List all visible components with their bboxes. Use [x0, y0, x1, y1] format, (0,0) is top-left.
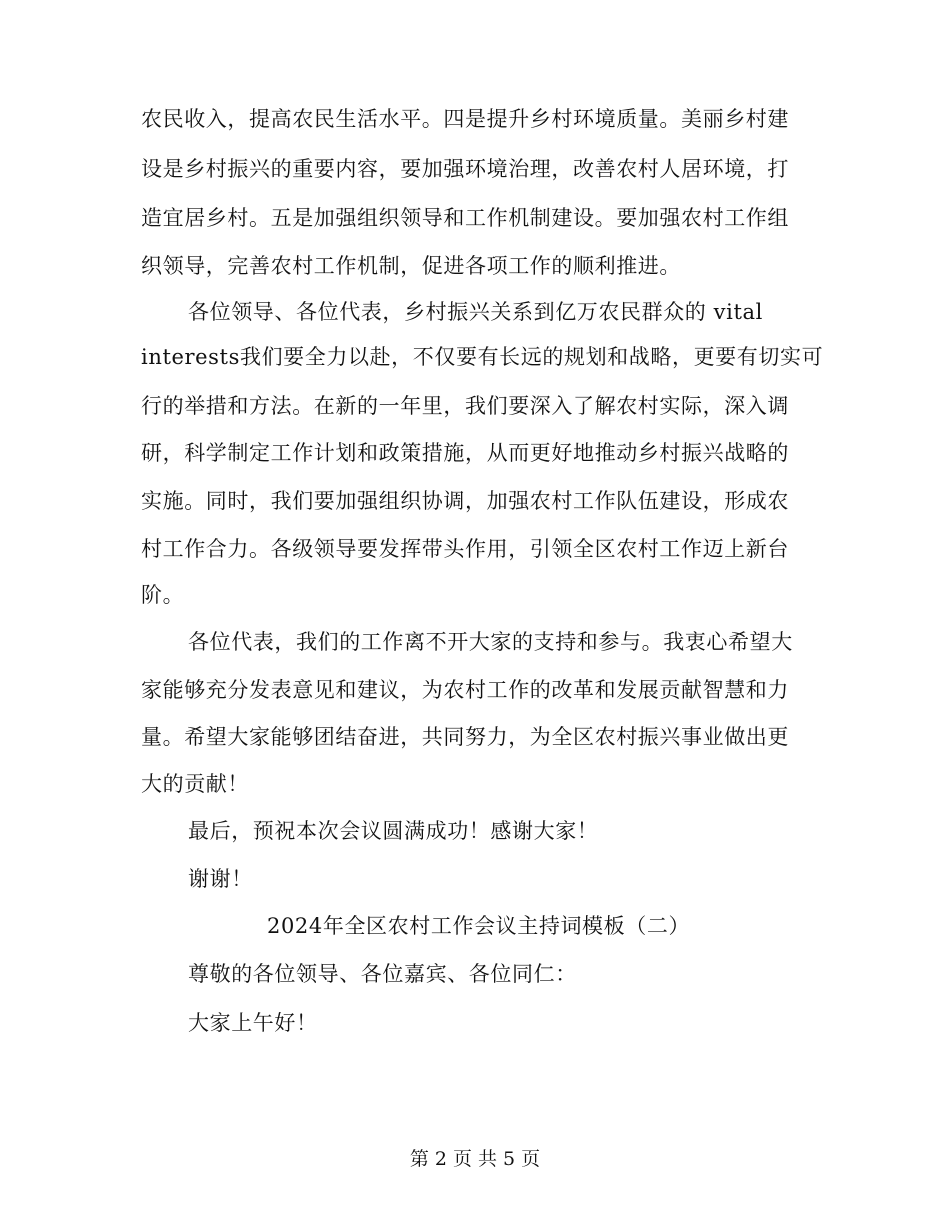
paragraph-line: 造宜居乡村。五是加强组织领导和工作机制建设。要加强农村工作组	[141, 206, 789, 230]
paragraph-line: 大的贡献！	[141, 772, 249, 796]
paragraph-line: 织领导，完善农村工作机制，促进各项工作的顺利推进。	[141, 254, 681, 278]
section-title: 2024年全区农村工作会议主持词模板（二）	[267, 914, 691, 938]
closing-line: 最后，预祝本次会议圆满成功！感谢大家！	[188, 819, 599, 843]
greeting-line: 大家上午好！	[188, 1011, 318, 1035]
paragraph-line: 阶。	[141, 583, 185, 607]
paragraph-line: 实施。同时，我们要加强组织协调，加强农村工作队伍建设，形成农	[141, 489, 789, 513]
paragraph-line: 设是乡村振兴的重要内容，要加强环境治理，改善农村人居环境，打	[141, 157, 789, 181]
paragraph-line: 研，科学制定工作计划和政策措施，从而更好地推动乡村振兴战略的	[141, 441, 789, 465]
paragraph-line: 农民收入，提高农民生活水平。四是提升乡村环境质量。美丽乡村建	[141, 107, 789, 131]
salutation-line: 尊敬的各位领导、各位嘉宾、各位同仁：	[188, 962, 577, 986]
page-number-footer: 第 2 页 共 5 页	[409, 1148, 541, 1170]
paragraph-line: interests我们要全力以赴，不仅要有长远的规划和战略，更要有切实可	[141, 345, 824, 369]
paragraph-line: 各位领导、各位代表，乡村振兴关系到亿万农民群众的 vital	[188, 300, 763, 324]
thanks-line: 谢谢！	[188, 867, 253, 891]
paragraph-line: 各位代表，我们的工作离不开大家的支持和参与。我衷心希望大	[188, 630, 793, 654]
paragraph-line: 村工作合力。各级领导要发挥带头作用，引领全区农村工作迈上新台	[141, 537, 789, 561]
paragraph-line: 行的举措和方法。在新的一年里，我们要深入了解农村实际，深入调	[141, 394, 789, 418]
paragraph-line: 量。希望大家能够团结奋进，共同努力，为全区农村振兴事业做出更	[141, 725, 789, 749]
paragraph-line: 家能够充分发表意见和建议，为农村工作的改革和发展贡献智慧和力	[141, 678, 789, 702]
